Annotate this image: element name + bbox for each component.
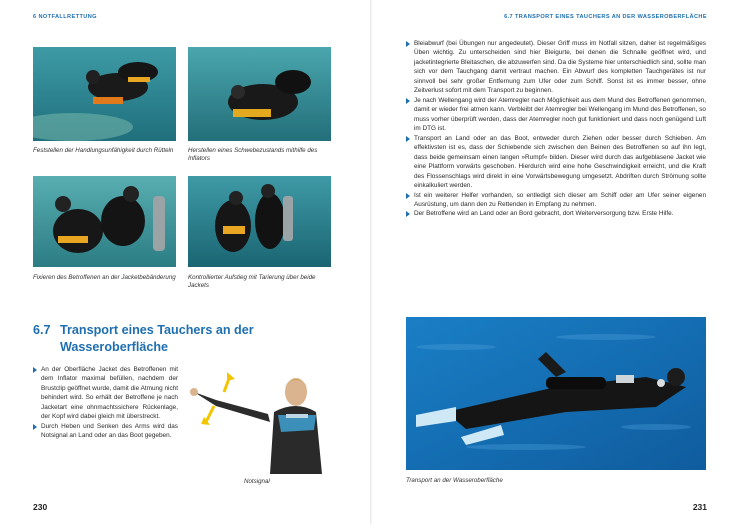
photo-caption: Feststellen der Handlungsunfähigkeit durch Rütteln [33,147,174,154]
section-heading [33,322,313,355]
list-item: Der Betroffene wird an Land oder an Bord gebracht, dort Weiterversorgung bzw. Erste Hilfe. [406,209,706,218]
down-arrow-icon [201,406,214,425]
list-item: An der Oberfläche Jacket des Betroffenen mit dem Inflator maximal befüllen, nachdem der Brustclip geöffnet wurde, damit die Atmung nicht behindert wird. So erhält der Betroffene je nach Jacketart eine ohnmachtssichere Rückenlage, der Kopf wird dabei gleich mit überstreckt. [33,365,178,422]
bullet-list [406,39,706,219]
diver-photo [188,47,331,141]
figure-caption: Notsignal [244,478,270,485]
emergency-signal-figure [186,370,336,474]
section-number: 6.7 [33,323,51,337]
photo-caption: Fixieren des Betroffenen an der Jacketbebänderung [33,274,176,281]
photo-caption: Transport an der Wasseroberfläche [406,477,503,484]
photo-caption: Herstellen eines Schwebezustands mithilfe des Inflators [188,147,318,163]
section-title-line2: Wasseroberfläche [60,339,169,354]
page-number: 231 [692,502,707,512]
diver-photo [33,176,176,267]
left-page [0,0,371,524]
diver-photo [33,47,176,141]
right-page [372,0,743,524]
diver-photo [188,176,331,267]
page-number: 230 [33,502,48,512]
running-head: 6.7 TRANSPORT EINES TAUCHERS AN DER WASSEROBERFLÄCHE [504,14,707,20]
list-item: Je nach Wellengang wird der Atemregler nach Möglichkeit aus dem Mund des Betroffenen genommen, damit er wieder frei atmen kann. Verbleibt der Atemregler bei Wellengang im Mund des Betroffenen, so muss vorher überprüft werden, dass der Atemregler noch gut funktioniert und dass noch genügend Luft im DTG ist. [406,96,706,134]
list-item: Durch Heben und Senken des Arms wird das Notsignal an Land oder an das Boot gegeben. [33,422,178,441]
list-item: Ist ein weiterer Helfer vorhanden, so entledigt sich dieser am Schiff oder am Ufer seiner eigenen Ausrüstung, um dann den zu Rettenden in Empfang zu nehmen. [406,191,706,210]
running-head: 6 NOTFALLRETTUNG [33,14,97,20]
up-arrow-icon [224,372,235,392]
section-title-line1: Transport eines Tauchers an der [60,323,254,337]
list-item: Transport an Land oder an das Boot, entweder durch Ziehen oder besser durch Schieben. Am effektivsten ist es, dass der Schiebende sich zwischen den Beinen des Betroffenen so auf ihn legt, dass beide gemeinsam einen langen »Rumpf« bilden. Dieser wird durch das aufgeblasene Jacket wie eine Plattform vorwärts geschoben. Hierdurch wird eine hohe Geschwindigkeit erreicht, und die Kraft des Flossenschlags wird direkt in eine Vorwärtsbewegung umgesetzt. Abdriften durch Strömung sollte einkalkuliert werden. [406,134,706,191]
surface-transport-photo [406,317,706,470]
photo-caption: Kontrollierter Aufstieg mit Tarierung über beide Jackets [188,274,316,290]
list-item: Bleiabwurf (bei Übungen nur angedeutet). Dieser Griff muss im Notfall sitzen, daher ist regelmäßiges Üben wichtig. Zu unterscheiden sind hier Bleigurte, bei denen die Schnalle geöffnet wird, und jacketintegrierte Bleitaschen, die abzuwerfen sind. Da die Systeme hier unterschiedlich sind, sollte man sich vor dem Tauchgang damit vertraut machen. Ein Abwurf des kompletten Tauchgerätes ist nur sinnvoll bei sehr großer Entfernung zum Ufer oder zum Schiff. Sonst ist es immer besser, ohne Zeitverlust sofort mit dem Transport zu beginnen. [406,39,706,96]
bullet-list [33,365,178,441]
